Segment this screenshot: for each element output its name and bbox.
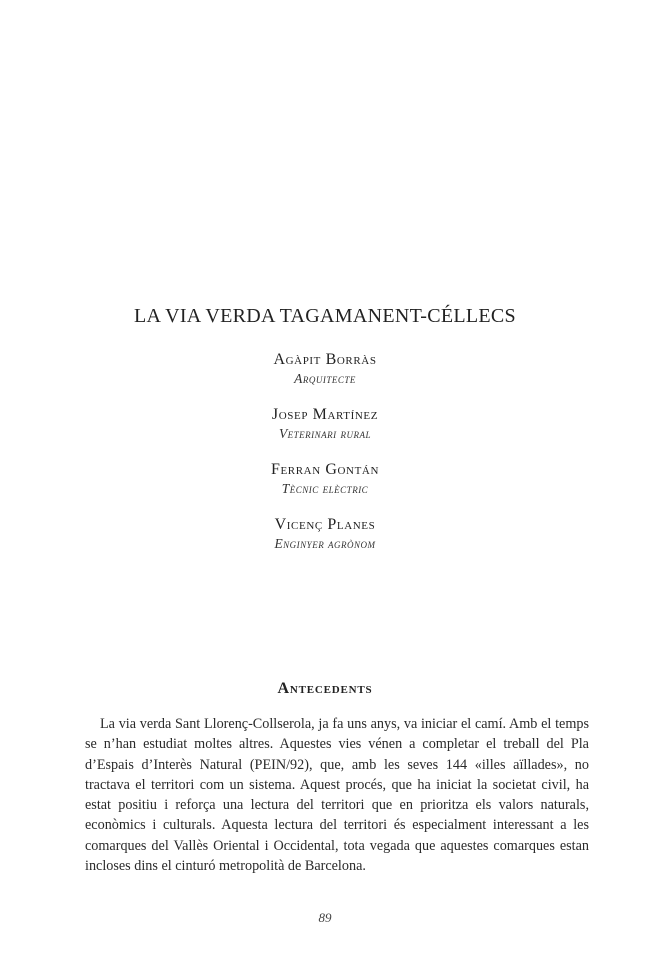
chapter-title: LA VIA VERDA TAGAMANENT-CÉLLECS xyxy=(134,305,516,327)
author-entry xyxy=(0,405,650,460)
page-number: 89 xyxy=(318,910,332,925)
author-role: Enginyer agrònom xyxy=(274,536,376,551)
body-paragraph: La via verda Sant Llorenç-Collserola, ja fa uns anys, va iniciar el camí. Amb el temps se n’han estudiat moltes altres. Aquestes vies vénen a completar el treball del Pla d’Espais d’Interès Natural (PEIN/92), que, amb les seves 144 «illes aïllades», no tractava el territori com un sistema. Aquest procés, que ha iniciat la societat civil, ha estat positiu i reforça una lectura del territori que en prioritza els valors naturals, econòmics i culturals. Aquesta lectura del territori és especialment interessant a les comarques del Vallès Oriental i Occidental, tota vegada que aquestes comarques estan incloses dins el cinturó metropolità de Barcelona. xyxy=(85,716,589,875)
author-list xyxy=(0,350,650,570)
author-entry xyxy=(0,515,650,570)
author-role: Arquitecte xyxy=(294,371,356,386)
author-name: Vicenç Planes xyxy=(274,516,376,533)
section-heading: Antecedents xyxy=(277,680,373,697)
author-name: Josep Martínez xyxy=(271,406,379,423)
author-entry xyxy=(0,350,650,405)
author-entry xyxy=(0,460,650,515)
author-role: Veterinari rural xyxy=(278,426,372,441)
author-name: Ferran Gontán xyxy=(270,461,380,478)
author-name: Agàpit Borràs xyxy=(273,351,377,368)
author-role: Tècnic elèctric xyxy=(281,481,369,496)
